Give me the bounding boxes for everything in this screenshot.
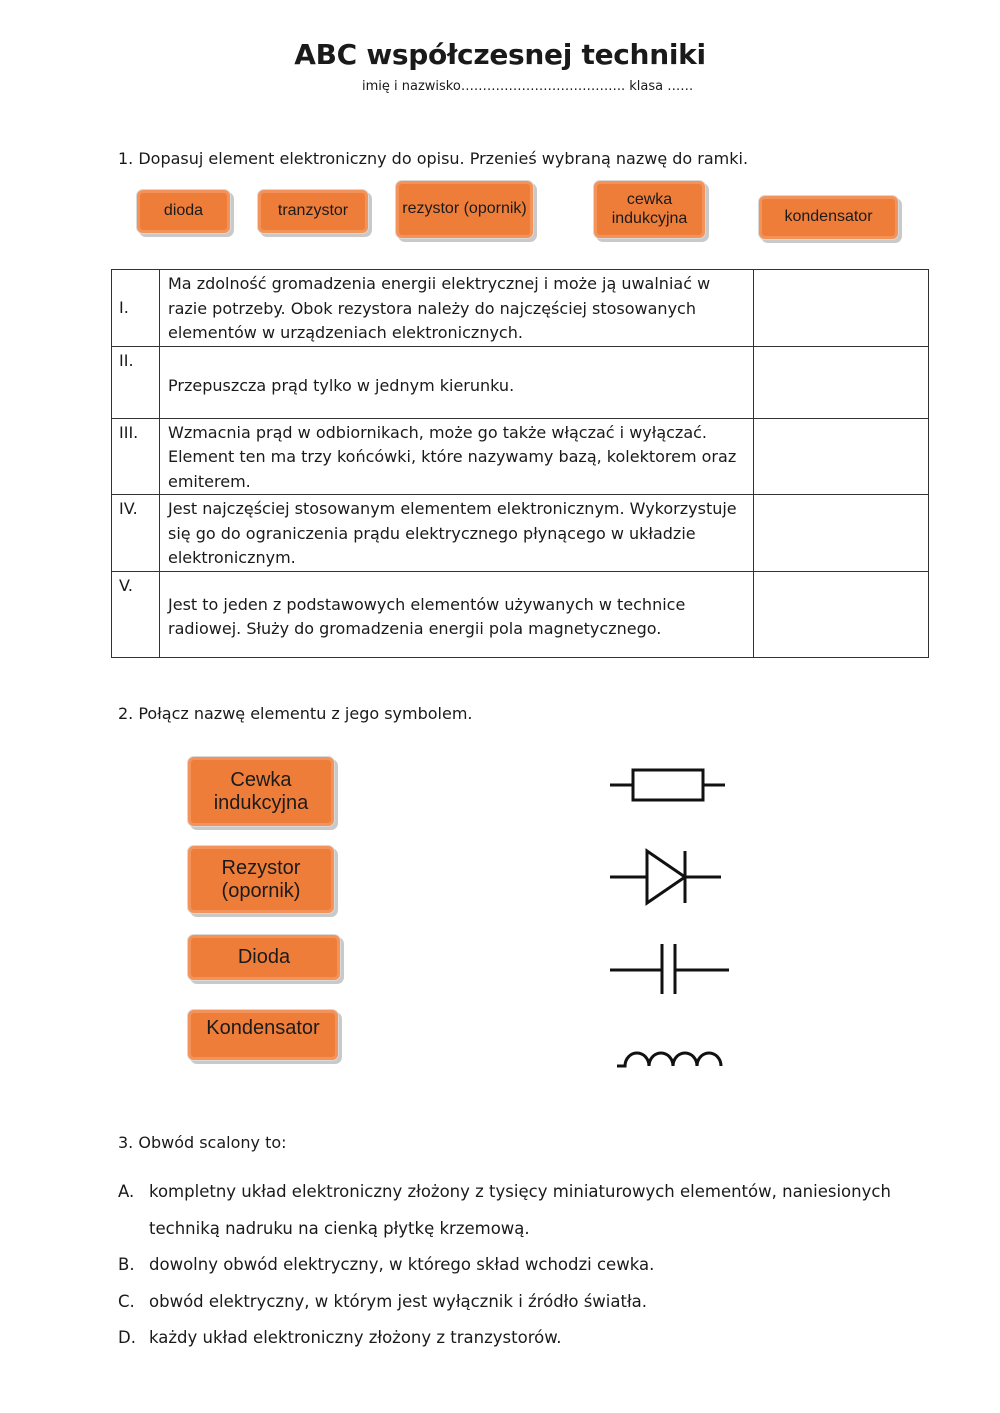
answer-box[interactable] xyxy=(754,418,929,495)
row-number: IV. xyxy=(112,495,160,572)
task1-prompt: 1. Dopasuj element elektroniczny do opisu. Przenieś wybraną nazwę do ramki. xyxy=(118,149,749,168)
chip-kondensator[interactable]: kondensator xyxy=(758,195,899,240)
chip-kondensator-2[interactable]: Kondensator xyxy=(187,1009,339,1061)
option-letter: C. xyxy=(118,1292,135,1311)
capacitor-symbol-icon[interactable] xyxy=(605,940,735,1000)
chip-cewka-indukcyjna[interactable]: Cewka indukcyjna xyxy=(187,756,335,827)
chip-rezystor-opornik[interactable]: Rezystor (opornik) xyxy=(187,845,335,914)
option-letter: A. xyxy=(118,1182,135,1201)
page-title: ABC współczesnej techniki xyxy=(294,38,706,71)
option-text: obwód elektryczny, w którym jest wyłącznik i źródło światła. xyxy=(149,1292,647,1311)
table-row xyxy=(112,418,929,495)
inductor-symbol-icon[interactable] xyxy=(610,1035,730,1075)
row-number: I. xyxy=(112,270,160,347)
task3-prompt: 3. Obwód scalony to: xyxy=(118,1133,287,1152)
chip-cewka[interactable]: cewka indukcyjna xyxy=(593,180,706,239)
answer-box[interactable] xyxy=(754,495,929,572)
row-description: Ma zdolność gromadzenia energii elektrycznej i może ją uwalniać w razie potrzeby. Obok rezystora należy do najczęściej stosowanych elementów w urządzeniach elektronicznych. xyxy=(160,270,754,347)
option-text: każdy układ elektroniczny złożony z tranzystorów. xyxy=(149,1328,562,1347)
row-number: II. xyxy=(112,346,160,418)
task2-prompt: 2. Połącz nazwę elementu z jego symbolem. xyxy=(118,704,473,723)
table-row xyxy=(112,346,929,418)
table-row xyxy=(112,571,929,657)
resistor-symbol-icon[interactable] xyxy=(605,760,730,810)
table-row xyxy=(112,270,929,347)
option-letter: B. xyxy=(118,1255,135,1274)
option-text: kompletny układ elektroniczny złożony z tysięcy miniaturowych elementów, naniesionych techniką nadruku na cienką płytkę krzemową. xyxy=(149,1182,891,1238)
row-description: Przepuszcza prąd tylko w jednym kierunku. xyxy=(160,346,754,418)
row-number: III. xyxy=(112,418,160,495)
table-row xyxy=(112,495,929,572)
answer-box[interactable] xyxy=(754,270,929,347)
diode-symbol-icon[interactable] xyxy=(605,845,730,910)
name-class-line: imię i nazwisko……………………………….. klasa …… xyxy=(362,79,694,94)
matching-table xyxy=(111,269,929,658)
chip-rezystor[interactable]: rezystor (opornik) xyxy=(395,180,534,239)
row-description: Jest najczęściej stosowanym elementem elektronicznym. Wykorzystuje się go do ograniczenia prądu elektrycznego płynącego w układzie elektronicznym. xyxy=(160,495,754,572)
option-text: dowolny obwód elektryczny, w którego skład wchodzi cewka. xyxy=(149,1255,655,1274)
answer-box[interactable] xyxy=(754,571,929,657)
row-number: V. xyxy=(112,571,160,657)
chip-dioda[interactable]: dioda xyxy=(136,189,231,234)
chip-dioda-2[interactable]: Dioda xyxy=(187,934,341,981)
option-letter: D. xyxy=(118,1328,136,1347)
answer-box[interactable] xyxy=(754,346,929,418)
row-description: Wzmacnia prąd w odbiornikach, może go także włączać i wyłączać. Element ten ma trzy końcówki, które nazywamy bazą, kolektorem oraz emiterem. xyxy=(160,418,754,495)
chip-tranzystor[interactable]: tranzystor xyxy=(257,189,369,234)
row-description: Jest to jeden z podstawowych elementów używanych w technice radiowej. Służy do gromadzenia energii pola magnetycznego. xyxy=(160,571,754,657)
